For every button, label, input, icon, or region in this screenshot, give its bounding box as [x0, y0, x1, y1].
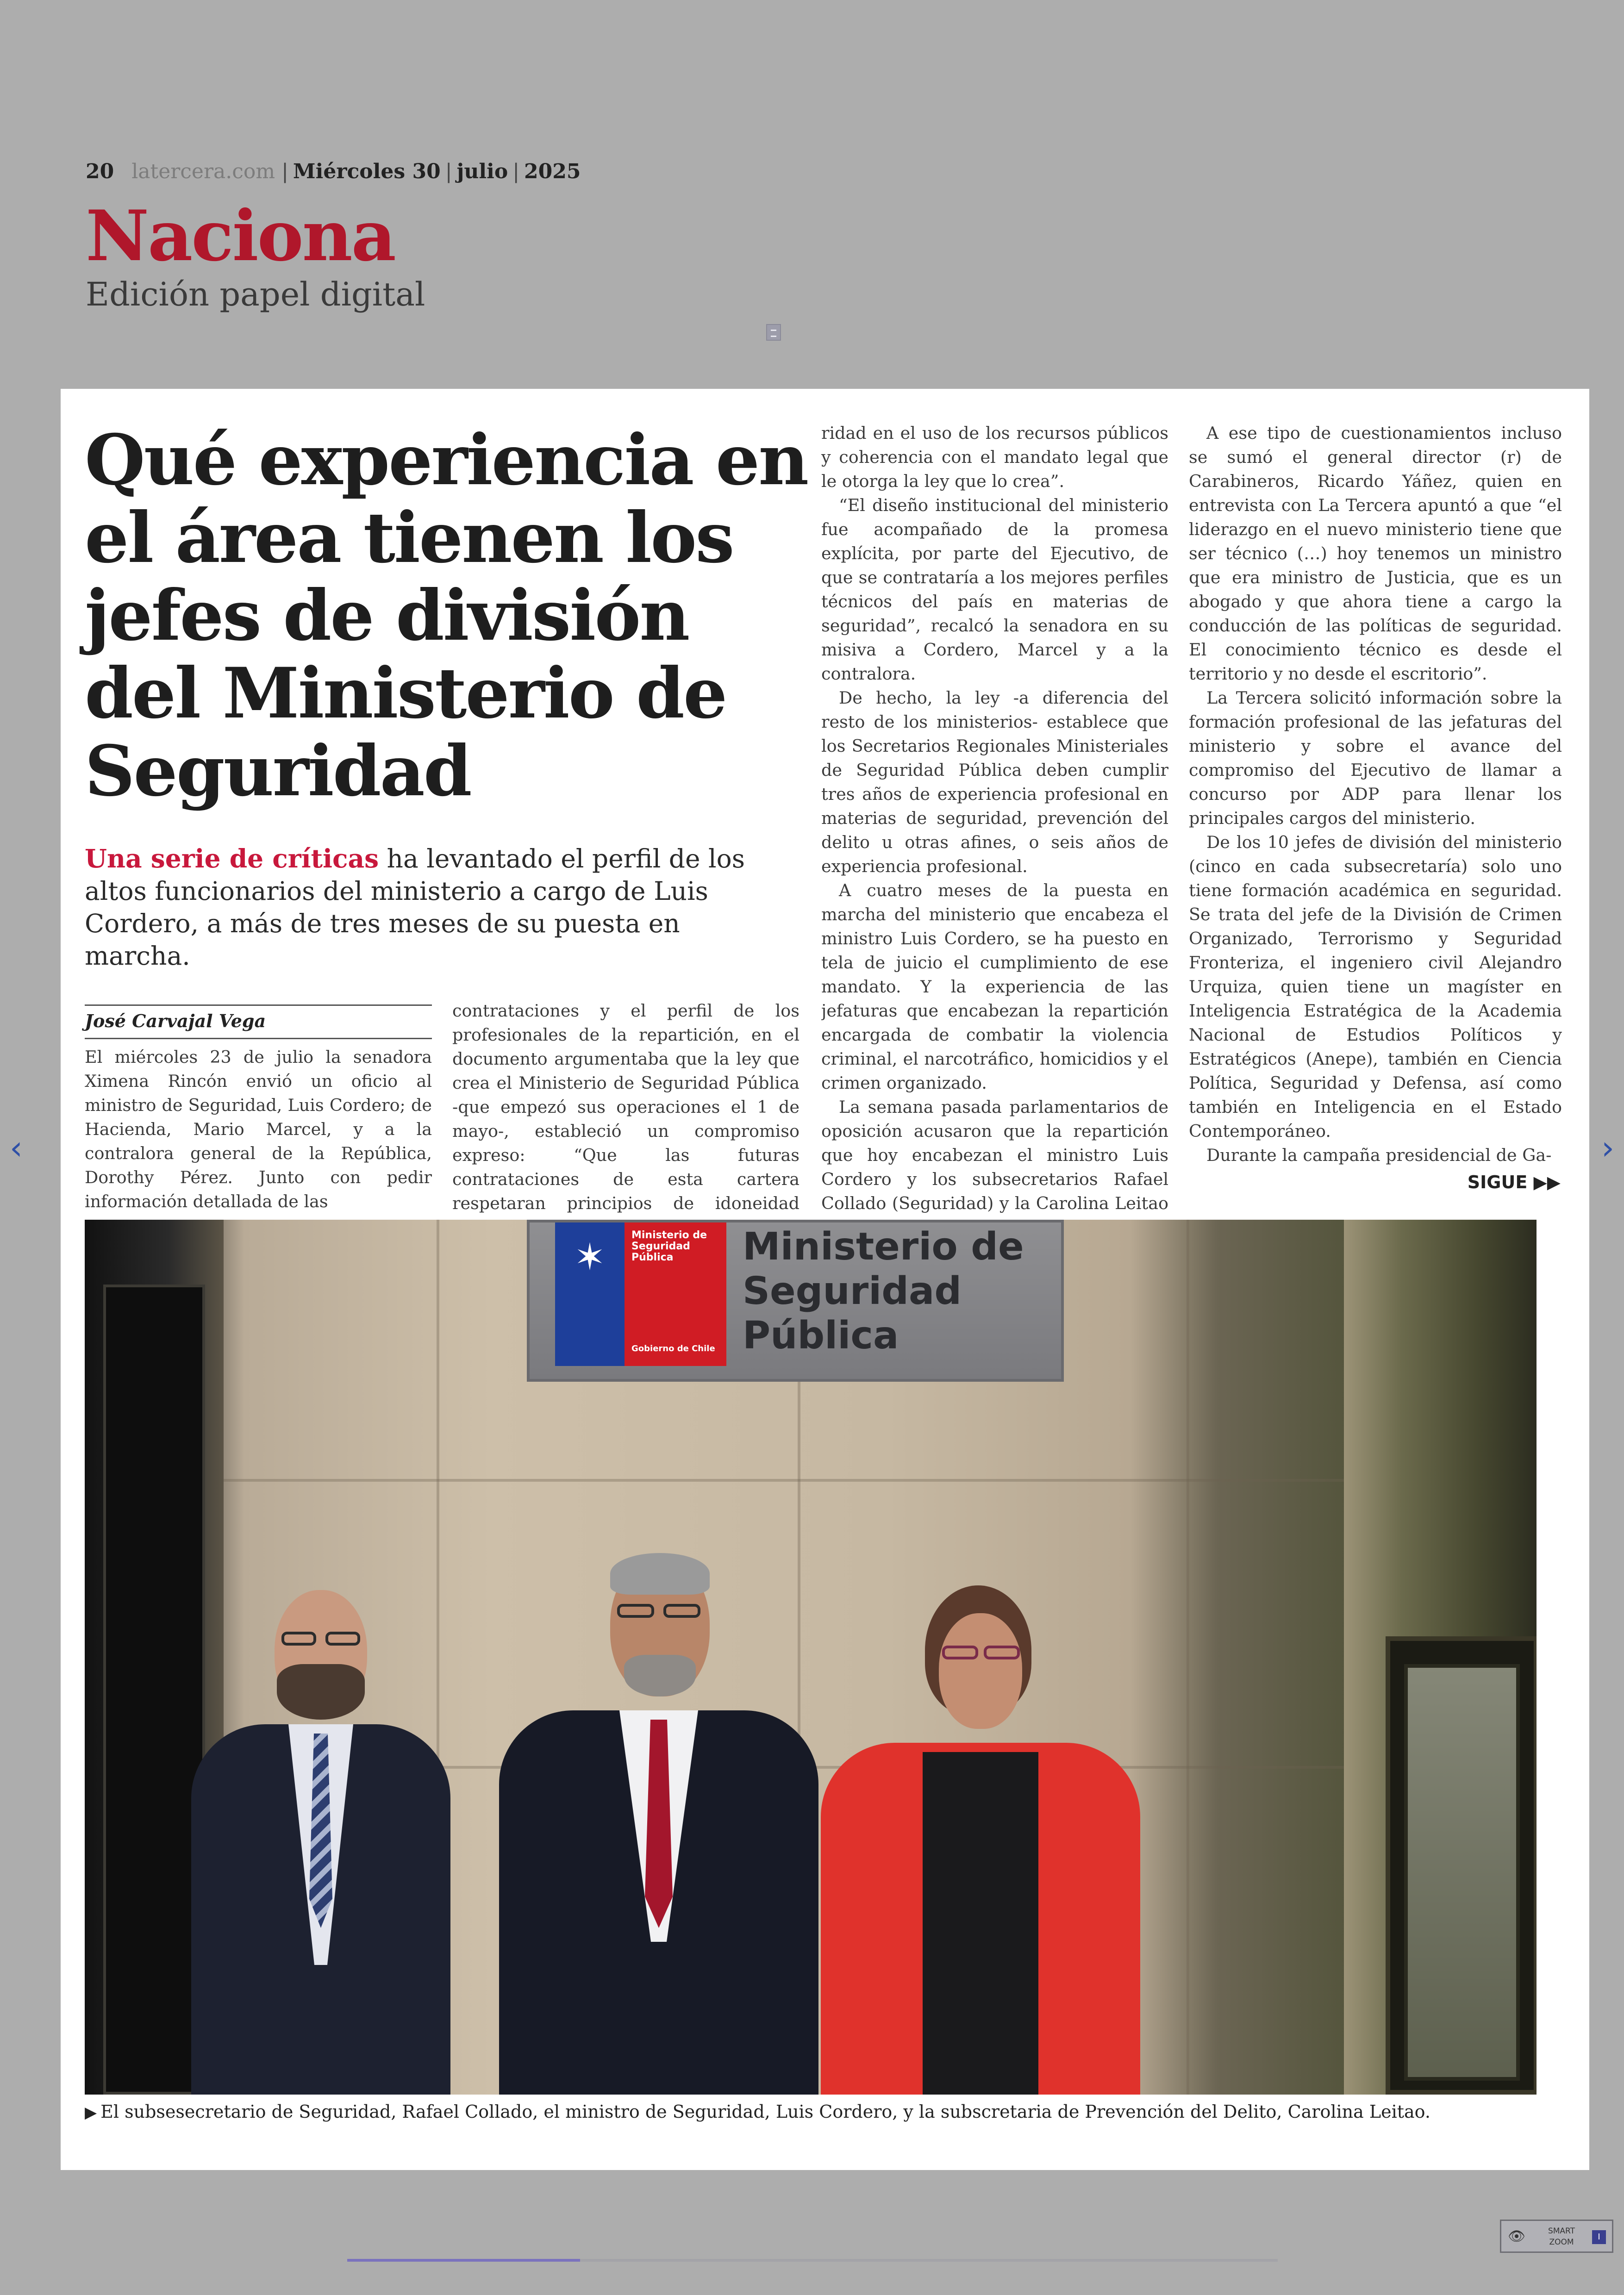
newspaper-page — [61, 389, 1589, 2170]
section-title: Naciona — [86, 195, 395, 277]
photo-door-pane — [1404, 1664, 1520, 2081]
paragraph: “El diseño institucional del ministerio fue acompañado de la promesa explícita, por parte del Ejecutivo, de que se contrataría a los mejores perfiles técnicos del país en materias de seguridad”, recalcó la senadora en su misiva a Cordero, Marcel y a la contralora. — [821, 495, 1168, 684]
photo-caption — [85, 2102, 1537, 2122]
person-left — [191, 1572, 450, 2095]
dateline: 20 latercera.com | Miércoles 30 | julio | 2025 — [86, 160, 581, 183]
site-name: latercera.com — [131, 160, 275, 183]
page-number: 20 — [86, 160, 114, 183]
article-column-2 — [452, 999, 800, 1216]
article-column-4 — [1189, 421, 1562, 1208]
paragraph: De los 10 jefes de división del ministerio (cinco en cada subsecretaría) solo uno tiene formación académica en seguridad. Se trata del jefe de la División de Crimen Organizado, Terrorismo y Seguridad Fronteriza, el ingeniero civil Alejandro Urquiza, quien tiene un magíster en Inteligencia Estratégica de la Academia Nacional de Estudios Políticos y Estratégicos (Anepe), también en Ciencia Política, Seguridad y Defensa, así como también en Inteligencia en el Estado Contemporáneo. — [1189, 832, 1562, 1141]
caption-arrow-icon: ▶ — [85, 2103, 97, 2122]
plaque-gob-label: Gobierno de Chile — [631, 1344, 715, 1353]
paragraph: contrataciones y el perfil de los profesionales de la repartición, en el documento argumentaba que la ley que crea el Ministerio de Seguridad Pública -que empezó sus operaciones el 1 de mayo-, estableció un compromiso expreso: “Que las futuras contrataciones de esta cartera respetaran principios de idoneidad — [452, 1001, 800, 1213]
eye-icon: 👁 — [1508, 2228, 1526, 2245]
date-year: 2025 — [524, 160, 581, 183]
article-column-3 — [821, 421, 1168, 1217]
article-column-1 — [85, 1045, 432, 1216]
paragraph: La semana pasada parlamentarios de oposición acusaron que la repartición que hoy encabezan el ministro Luis Cordero y los subsecretarios Rafael Collado (Seguridad) y la Carolina Leitao — [821, 1097, 1168, 1213]
paragraph: A cuatro meses de la puesta en marcha del ministerio que encabeza el ministro Luis Cordero, se ha puesto en tela de juicio el cumplimiento de ese mandato. Y la experiencia de las jefaturas que encabezan la repartición encargada de combatir la violencia criminal, el narcotráfico, homicidios y el crimen organizado. — [821, 880, 1168, 1093]
dek-lead: Una serie de críticas — [85, 843, 379, 873]
edition-label: Edición papel digital — [86, 275, 425, 313]
byline: José Carvajal Vega — [85, 1010, 266, 1031]
person-middle — [499, 1539, 818, 2095]
smart-zoom-toggle[interactable]: I — [1592, 2230, 1606, 2244]
date-month: julio — [456, 160, 508, 183]
reading-progress-fill — [347, 2259, 580, 2262]
page-marker-icon[interactable] — [766, 324, 781, 341]
dek-rest: ha levantado el perfil de los altos funcionarios del ministerio a cargo de Luis Cordero, a más de tres meses de su puesta en marcha. — [85, 844, 745, 971]
government-logo — [555, 1222, 726, 1366]
person-right — [821, 1576, 1140, 2095]
smart-zoom-label: SMART ZOOM — [1548, 2226, 1575, 2247]
paragraph: A ese tipo de cuestionamientos incluso se sumó el general director (r) de Carabineros, Ricardo Yáñez, quien en entrevista con La Tercera apuntó a que “el liderazgo en el nuevo ministerio tiene que ser técnico (…) hoy tenemos un ministro que era ministro de Justicia, que es un abogado y que ahora tiene a cargo la conducción de las políticas de seguridad. El conocimiento técnico es desde el territorio y no desde el escritorio”. — [1189, 423, 1562, 684]
photo-stone-joint — [1187, 1220, 1189, 2095]
prev-page-arrow[interactable]: ‹ — [10, 1129, 23, 1167]
smart-zoom-control[interactable] — [1500, 2220, 1613, 2253]
article-dek — [85, 842, 788, 972]
photo-left-window — [103, 1285, 205, 2095]
ministry-plaque — [527, 1220, 1064, 1382]
caption-text: El subsesecretario de Seguridad, Rafael Collado, el ministro de Seguridad, Luis Cordero, y la subscretaria de Prevención del Delito, Carolina Leitao. — [100, 2102, 1430, 2122]
byline-box — [85, 1004, 432, 1039]
photo-stone-joint — [224, 1479, 1344, 1482]
article-photo — [85, 1220, 1537, 2095]
plaque-logo-label: Ministerio de Seguridad Pública — [631, 1229, 707, 1263]
continue-label[interactable]: SIGUE ▶▶ — [1467, 1172, 1561, 1192]
paragraph: Durante la campaña presidencial de Ga- — [1206, 1145, 1552, 1165]
paragraph: De hecho, la ley -a diferencia del resto de los ministerios- establece que los Secretarios Regionales Ministeriales de Seguridad Pública deben cumplir tres años de experiencia profesional en materias de seguridad, prevención del delito u otras afines, o seis años de experiencia profesional. — [821, 688, 1168, 876]
coat-of-arms-icon: ✶ — [574, 1235, 606, 1278]
article-headline: Qué experiencia en el área tienen los jefes de división del Ministerio de Seguridad — [85, 419, 808, 812]
viewer-header — [0, 0, 1624, 389]
plaque-text: Ministerio de Seguridad Pública — [743, 1225, 1024, 1358]
next-page-arrow[interactable]: › — [1601, 1129, 1614, 1167]
paragraph: ridad en el uso de los recursos públicos y coherencia con el mandato legal que le otorga la ley que lo crea”. — [821, 423, 1168, 491]
reading-progress-bar[interactable] — [347, 2259, 1278, 2262]
paragraph: La Tercera solicitó información sobre la formación profesional de las jefaturas del ministerio y sobre el avance del compromiso del Ejecutivo de llamar a concurso por ADP para llenar los principales cargos del ministerio. — [1189, 688, 1562, 828]
paragraph: El miércoles 23 de julio la senadora Ximena Rincón envió un oficio al ministro de Seguridad, Luis Cordero; de Hacienda, Mario Marcel, y a la contralora general de la República, Dorothy Pérez. Junto con pedir información detallada de las — [85, 1047, 432, 1211]
date-weekday: Miércoles 30 — [293, 160, 441, 183]
